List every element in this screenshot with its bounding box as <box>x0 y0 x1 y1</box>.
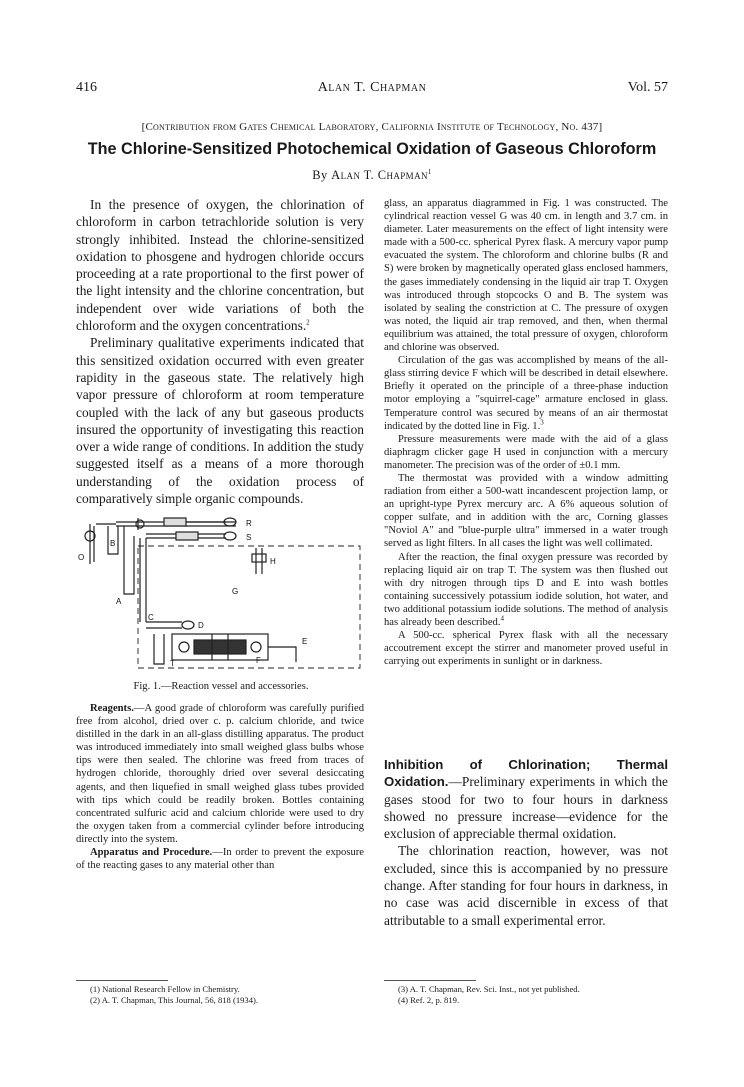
byline <box>76 168 668 183</box>
after-reaction-paragraph: After the reaction, the final oxygen pressure was recorded by replacing liquid air on trap T. The system was then flushed out with dry nitrogen through tips D and E into wash bottles containing successively potassium iodide solution, hot water, and two additional potassium iodide solutions. The method of analysis has already been described.$^4$ <box>384 551 668 628</box>
section-heading: Inhibition of Chlorination; Thermal Oxidation.—Preliminary experiments in which the gases stood for two to four hours in darkness showed no pressure increase—evidence for the exclusion of appreciable thermal oxidation. <box>384 757 668 842</box>
apparatus-paragraph: Apparatus and Procedure.—In order to prevent the exposure of the reacting gases to any material other than <box>76 847 365 872</box>
apparatus-diagram <box>76 514 366 670</box>
thermostat-paragraph: The thermostat was provided with a window admitting radiation from either a 500-watt incandescent projection lamp, or an upright-type Pyrex mercury arc. A 6% aqueous solution of copper sulfate, and in addition with the arc, Corning glasses "Noviol A" and "blue-purple ultra" immersed in a water trough served as light filters. In all cases the light was well collimated. <box>384 472 668 550</box>
fig-label: R <box>246 519 252 528</box>
page-number: 416 <box>76 80 97 95</box>
fig-label: D <box>198 621 204 630</box>
circulation-paragraph: Circulation of the gas was accomplished by means of the all-glass stirring device F which will be described in detail elsewhere. Briefly it operated on the principle of a three-phase induction motor employing a "squirrel-cage" armature enclosed in glass. Temperature control was secured by means of an air thermostat indicated by the dotted line in Fig. 1.$^3$ <box>384 355 668 432</box>
chlorination-paragraph: The chlorination reaction, however, was not excluded, since this is accompanied by no pressure change. After standing for four hours in darkness, in no case was acid discernible in excess of that attributable to a small experimental error. <box>384 843 668 928</box>
contribution-line: [Contribution from Gates Chemical Laboratory, California Institute of Technology, No. 437] <box>141 121 603 133</box>
right-small-text <box>384 197 668 668</box>
preliminary-paragraph: Preliminary qualitative experiments indicated that this sensitized oxidation occurred with even greater rapidity in the gaseous state. The relatively high vapor pressure of chloroform at room temperature coupled with the lack of any but gaseous products insured the opportunity of investigating this reaction over a wide range of conditions. In addition the study suggested itself as a means of a more thorough understanding of the oxidation process of comparatively simple organic compounds. <box>76 335 364 507</box>
intro-paragraph: In the presence of oxygen, the chlorination of chloroform in carbon tetrachloride solution is very strongly inhibited. Instead the chlorine-sensitized oxidation to phosgene and hydrogen chloride occurs proceeding at a rate proportional to the first power of the light intensity and the chlorine concentration, but independent over wide variations of both the chloroform and the oxygen concentrations.$^2$ <box>76 197 364 334</box>
reagents-paragraph: Reagents.—A good grade of chloroform was carefully purified free from alcohol, dried over c. p. calcium chloride, and twice distilled in the dark in an all-glass distilling apparatus. The product was introduced immediately into small weighed glass bulbs whose tips were then sealed. The chlorine was freed from traces of hydrogen chloride, thoroughly dried over several desiccating agents, and then liquefied in small weighed glass tubes provided with tips which could be readily broken. Bottles containing concentrated sulfuric acid and calcium chloride were used to dry the oxygen taken from a commercial cylinder before introducing directly into the system. <box>76 703 364 845</box>
left-footnotes <box>76 984 364 1006</box>
fig-label: E <box>302 637 308 646</box>
footnote-ref: 2 <box>306 318 310 327</box>
figure-caption: Fig. 1.—Reaction vessel and accessories. <box>133 681 309 692</box>
footnote-rule <box>384 980 476 981</box>
fig-label: A <box>116 597 122 606</box>
fig-label: C <box>148 613 154 622</box>
fig-label: S <box>246 533 252 542</box>
fig-label: H <box>270 557 276 566</box>
footnote-ref: 3 <box>540 418 544 427</box>
footnote-rule <box>76 980 168 981</box>
footnote-ref: 1 <box>427 167 432 176</box>
footnote: (1) National Research Fellow in Chemistry. <box>90 984 240 994</box>
author-name: Alan T. Chapman <box>331 168 428 182</box>
volume-label: Vol. 57 <box>627 80 668 95</box>
fig-label: B <box>110 539 116 548</box>
running-author: Alan T. Chapman <box>317 80 427 95</box>
right-footnotes <box>384 984 668 1006</box>
apparatus-head: Apparatus and Procedure. <box>90 847 213 859</box>
byline-by: By <box>312 168 328 182</box>
running-header <box>76 80 668 100</box>
left-body-text <box>76 196 364 507</box>
fig-label: T <box>170 659 175 668</box>
reagents-head: Reagents. <box>90 703 134 714</box>
right-body-text <box>384 756 668 929</box>
footnote: (3) A. T. Chapman, Rev. Sci. Inst., not yet published. <box>398 984 580 994</box>
fig-label-f: F <box>256 656 261 665</box>
flask-paragraph: A 500-cc. spherical Pyrex flask with all the necessary accoutrement except the stirrer and manometer proved useful in carrying out experiments in sunlight or in darkness. <box>384 630 668 668</box>
pressure-paragraph: Pressure measurements were made with the aid of a glass diaphragm clicker gage H used in conjunction with a mercury manometer. The precision was of the order of ±0.1 mm. <box>384 433 668 471</box>
footnote-ref: 4 <box>500 614 504 623</box>
fig-label: G <box>232 587 239 596</box>
figure-reaction-vessel <box>76 514 366 670</box>
fig-label: O <box>78 553 85 562</box>
left-small-text <box>76 702 364 872</box>
apparatus-continued: glass, an apparatus diagrammed in Fig. 1 was constructed. The cylindrical reaction vessel G was 40 cm. in length and 3.7 cm. in diameter. Later measurements on the effect of light intensity were made with a 500-cc. spherical Pyrex flask. A mercury vapor pump evacuated the system. The chloroform and chlorine bulbs (R and S) were broken by magnetically operated glass enclosed hammers, the gases immediately condensing in the liquid air trap T. Oxygen was introduced through stopcocks O and B. The system was isolated by sealing the constriction at C. The pressure of oxygen was noted, the liquid air trap removed, and then, when thermal equilibrium was attained, the total pressure of oxygen, chloroform and chlorine was observed. <box>384 198 668 354</box>
footnote: (2) A. T. Chapman, This Journal, 56, 818 (1934). <box>90 995 259 1005</box>
article-title: The Chlorine-Sensitized Photochemical Oxidation of Gaseous Chloroform <box>87 140 657 158</box>
footnote: (4) Ref. 2, p. 819. <box>398 995 460 1005</box>
